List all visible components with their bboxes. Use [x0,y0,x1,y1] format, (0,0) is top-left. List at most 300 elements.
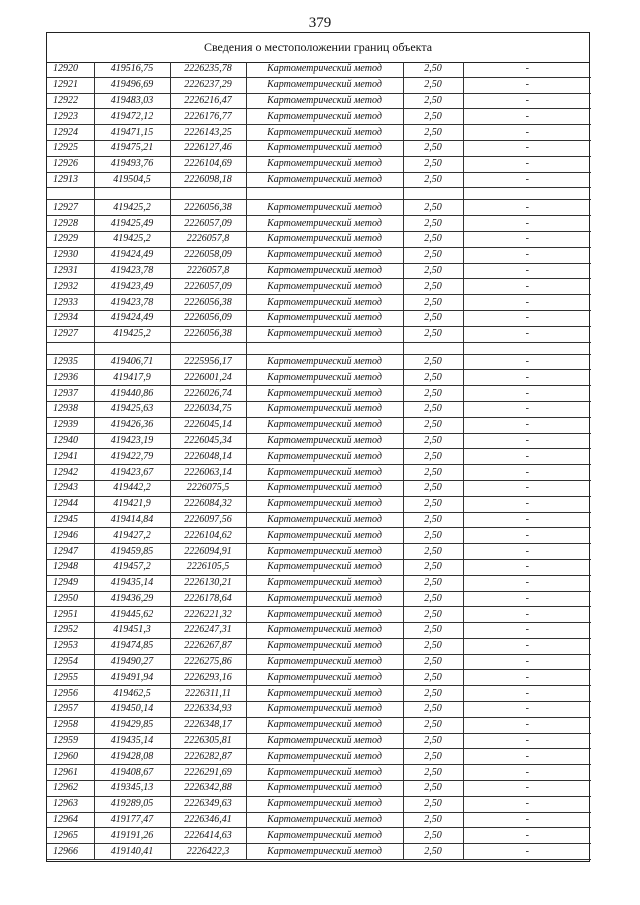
accuracy-cell: 2,50 [403,812,463,828]
method-cell: Картометрический метод [246,370,403,386]
point-number-cell: 12946 [47,528,94,544]
method-cell: Картометрический метод [246,781,403,797]
accuracy-cell: 2,50 [403,386,463,402]
accuracy-cell: 2,50 [403,465,463,481]
coord-x-cell: 419414,84 [94,512,170,528]
coord-y-cell: 2225956,17 [170,354,246,370]
table-row [47,216,591,232]
coord-x-cell: 419426,36 [94,417,170,433]
note-cell: - [463,433,591,449]
coord-x-cell: 419140,41 [94,844,170,860]
coord-y-cell: 2226247,31 [170,623,246,639]
table-row [47,310,591,326]
accuracy-cell: 2,50 [403,77,463,93]
note-cell: - [463,417,591,433]
accuracy-cell: 2,50 [403,686,463,702]
block-separator [47,342,591,354]
page-number: 379 [308,15,332,31]
point-number-cell: 12937 [47,386,94,402]
note-cell: - [463,279,591,295]
note-cell: - [463,702,591,718]
table-row [47,591,591,607]
coord-y-cell: 2226001,24 [170,370,246,386]
method-cell: Картометрический метод [246,247,403,263]
point-number-cell: 12954 [47,654,94,670]
note-cell: - [463,310,591,326]
table-row [47,93,591,109]
note-cell: - [463,733,591,749]
coord-y-cell: 2226346,41 [170,812,246,828]
table-row [47,231,591,247]
method-cell: Картометрический метод [246,812,403,828]
note-cell: - [463,781,591,797]
accuracy-cell: 2,50 [403,844,463,860]
method-cell: Картометрический метод [246,496,403,512]
coord-y-cell: 2226235,78 [170,62,246,77]
table-row [47,828,591,844]
coord-x-cell: 419435,14 [94,733,170,749]
accuracy-cell: 2,50 [403,717,463,733]
coord-x-cell: 419471,15 [94,125,170,141]
table-row [47,433,591,449]
point-number-cell: 12962 [47,781,94,797]
accuracy-cell: 2,50 [403,575,463,591]
coord-y-cell: 2226097,56 [170,512,246,528]
table-row [47,449,591,465]
table-row [47,417,591,433]
note-cell: - [463,295,591,311]
accuracy-cell: 2,50 [403,125,463,141]
note-cell: - [463,828,591,844]
separator-cell [463,342,591,354]
coord-x-cell: 419483,03 [94,93,170,109]
coord-y-cell: 2226056,38 [170,326,246,342]
note-cell: - [463,575,591,591]
note-cell: - [463,607,591,623]
method-cell: Картометрический метод [246,386,403,402]
coord-x-cell: 419459,85 [94,544,170,560]
coord-y-cell: 2226130,21 [170,575,246,591]
coord-x-cell: 419490,27 [94,654,170,670]
method-cell: Картометрический метод [246,559,403,575]
accuracy-cell: 2,50 [403,654,463,670]
table-row [47,172,591,188]
method-cell: Картометрический метод [246,125,403,141]
accuracy-cell: 2,50 [403,828,463,844]
coord-x-cell: 419417,9 [94,370,170,386]
note-cell: - [463,109,591,125]
table-row [47,263,591,279]
coord-x-cell: 419425,2 [94,326,170,342]
accuracy-cell: 2,50 [403,749,463,765]
coord-y-cell: 2226057,8 [170,231,246,247]
table-row [47,528,591,544]
table-row [47,765,591,781]
accuracy-cell: 2,50 [403,401,463,417]
table-row [47,733,591,749]
point-number-cell: 12951 [47,607,94,623]
note-cell: - [463,156,591,172]
note-cell: - [463,686,591,702]
coord-x-cell: 419424,49 [94,310,170,326]
coord-x-cell: 419425,49 [94,216,170,232]
method-cell: Картометрический метод [246,62,403,77]
table-row [47,140,591,156]
point-number-cell: 12924 [47,125,94,141]
note-cell: - [463,354,591,370]
method-cell: Картометрический метод [246,449,403,465]
coord-y-cell: 2226104,69 [170,156,246,172]
table-title: Сведения о местоположении границ объекта [47,33,589,63]
table-row [47,702,591,718]
note-cell: - [463,401,591,417]
point-number-cell: 12960 [47,749,94,765]
accuracy-cell: 2,50 [403,140,463,156]
accuracy-cell: 2,50 [403,702,463,718]
point-number-cell: 12948 [47,559,94,575]
coord-y-cell: 2226293,16 [170,670,246,686]
coord-x-cell: 419423,67 [94,465,170,481]
coord-x-cell: 419462,5 [94,686,170,702]
note-cell: - [463,844,591,860]
table-row [47,496,591,512]
coord-x-cell: 419496,69 [94,77,170,93]
method-cell: Картометрический метод [246,326,403,342]
note-cell: - [463,93,591,109]
coord-y-cell: 2226045,34 [170,433,246,449]
accuracy-cell: 2,50 [403,279,463,295]
table-row [47,354,591,370]
note-cell: - [463,528,591,544]
note-cell: - [463,172,591,188]
point-number-cell: 12943 [47,480,94,496]
point-number-cell: 12950 [47,591,94,607]
point-number-cell: 12952 [47,623,94,639]
accuracy-cell: 2,50 [403,263,463,279]
method-cell: Картометрический метод [246,465,403,481]
accuracy-cell: 2,50 [403,607,463,623]
accuracy-cell: 2,50 [403,172,463,188]
coord-x-cell: 419440,86 [94,386,170,402]
boundary-table-frame [46,32,590,862]
note-cell: - [463,670,591,686]
point-number-cell: 12956 [47,686,94,702]
table-row [47,370,591,386]
table-row [47,796,591,812]
coord-y-cell: 2226098,18 [170,172,246,188]
point-number-cell: 12931 [47,263,94,279]
note-cell: - [463,386,591,402]
table-row [47,575,591,591]
table-row [47,844,591,860]
coord-y-cell: 2226143,25 [170,125,246,141]
method-cell: Картометрический метод [246,654,403,670]
table-row [47,623,591,639]
coordinates-table [47,62,591,860]
coord-x-cell: 419516,75 [94,62,170,77]
coord-x-cell: 419421,9 [94,496,170,512]
coord-y-cell: 2226057,09 [170,216,246,232]
point-number-cell: 12927 [47,326,94,342]
coord-x-cell: 419408,67 [94,765,170,781]
note-cell: - [463,749,591,765]
accuracy-cell: 2,50 [403,62,463,77]
note-cell: - [463,216,591,232]
method-cell: Картометрический метод [246,401,403,417]
point-number-cell: 12921 [47,77,94,93]
coord-x-cell: 419424,49 [94,247,170,263]
note-cell: - [463,326,591,342]
method-cell: Картометрический метод [246,670,403,686]
table-row [47,247,591,263]
coord-y-cell: 2226063,14 [170,465,246,481]
note-cell: - [463,559,591,575]
method-cell: Картометрический метод [246,796,403,812]
note-cell: - [463,765,591,781]
coord-y-cell: 2226094,91 [170,544,246,560]
accuracy-cell: 2,50 [403,93,463,109]
point-number-cell: 12942 [47,465,94,481]
separator-cell [170,188,246,200]
coord-x-cell: 419491,94 [94,670,170,686]
separator-cell [463,188,591,200]
method-cell: Картометрический метод [246,216,403,232]
accuracy-cell: 2,50 [403,310,463,326]
note-cell: - [463,247,591,263]
accuracy-cell: 2,50 [403,370,463,386]
coord-x-cell: 419406,71 [94,354,170,370]
accuracy-cell: 2,50 [403,480,463,496]
accuracy-cell: 2,50 [403,156,463,172]
separator-cell [403,342,463,354]
method-cell: Картометрический метод [246,433,403,449]
note-cell: - [463,449,591,465]
point-number-cell: 12927 [47,200,94,216]
accuracy-cell: 2,50 [403,417,463,433]
coord-x-cell: 419451,3 [94,623,170,639]
accuracy-cell: 2,50 [403,216,463,232]
coord-y-cell: 2226045,14 [170,417,246,433]
method-cell: Картометрический метод [246,279,403,295]
coord-y-cell: 2226075,5 [170,480,246,496]
table-row [47,749,591,765]
method-cell: Картометрический метод [246,140,403,156]
table-row [47,717,591,733]
accuracy-cell: 2,50 [403,559,463,575]
accuracy-cell: 2,50 [403,781,463,797]
accuracy-cell: 2,50 [403,591,463,607]
accuracy-cell: 2,50 [403,200,463,216]
accuracy-cell: 2,50 [403,638,463,654]
method-cell: Картометрический метод [246,480,403,496]
coord-x-cell: 419427,2 [94,528,170,544]
method-cell: Картометрический метод [246,575,403,591]
point-number-cell: 12945 [47,512,94,528]
point-number-cell: 12949 [47,575,94,591]
method-cell: Картометрический метод [246,354,403,370]
coord-y-cell: 2226056,09 [170,310,246,326]
table-row [47,638,591,654]
coord-x-cell: 419177,47 [94,812,170,828]
method-cell: Картометрический метод [246,93,403,109]
point-number-cell: 12965 [47,828,94,844]
table-row [47,279,591,295]
point-number-cell: 12934 [47,310,94,326]
point-number-cell: 12928 [47,216,94,232]
separator-cell [170,342,246,354]
point-number-cell: 12963 [47,796,94,812]
method-cell: Картометрический метод [246,686,403,702]
table-row [47,401,591,417]
method-cell: Картометрический метод [246,828,403,844]
separator-cell [94,342,170,354]
separator-cell [403,188,463,200]
coord-y-cell: 2226057,8 [170,263,246,279]
table-row [47,295,591,311]
table-row [47,156,591,172]
table-row [47,326,591,342]
note-cell: - [463,544,591,560]
note-cell: - [463,231,591,247]
method-cell: Картометрический метод [246,607,403,623]
point-number-cell: 12938 [47,401,94,417]
coord-y-cell: 2226048,14 [170,449,246,465]
table-row [47,670,591,686]
coord-y-cell: 2226342,88 [170,781,246,797]
method-cell: Картометрический метод [246,310,403,326]
coord-y-cell: 2226056,38 [170,200,246,216]
accuracy-cell: 2,50 [403,109,463,125]
accuracy-cell: 2,50 [403,354,463,370]
method-cell: Картометрический метод [246,844,403,860]
accuracy-cell: 2,50 [403,231,463,247]
table-row [47,200,591,216]
coord-y-cell: 2226311,11 [170,686,246,702]
coord-x-cell: 419472,12 [94,109,170,125]
note-cell: - [463,125,591,141]
point-number-cell: 12935 [47,354,94,370]
coord-x-cell: 419423,78 [94,295,170,311]
note-cell: - [463,812,591,828]
method-cell: Картометрический метод [246,544,403,560]
note-cell: - [463,496,591,512]
coord-y-cell: 2226422,3 [170,844,246,860]
method-cell: Картометрический метод [246,156,403,172]
method-cell: Картометрический метод [246,623,403,639]
coord-y-cell: 2226026,74 [170,386,246,402]
coord-y-cell: 2226267,87 [170,638,246,654]
coord-y-cell: 2226057,09 [170,279,246,295]
accuracy-cell: 2,50 [403,449,463,465]
note-cell: - [463,512,591,528]
note-cell: - [463,263,591,279]
note-cell: - [463,654,591,670]
separator-cell [94,188,170,200]
point-number-cell: 12920 [47,62,94,77]
coord-x-cell: 419345,13 [94,781,170,797]
coord-y-cell: 2226282,87 [170,749,246,765]
point-number-cell: 12941 [47,449,94,465]
accuracy-cell: 2,50 [403,765,463,781]
coord-y-cell: 2226414,63 [170,828,246,844]
point-number-cell: 12966 [47,844,94,860]
coord-x-cell: 419425,2 [94,231,170,247]
point-number-cell: 12958 [47,717,94,733]
coord-x-cell: 419450,14 [94,702,170,718]
method-cell: Картометрический метод [246,765,403,781]
method-cell: Картометрический метод [246,591,403,607]
coord-y-cell: 2226127,46 [170,140,246,156]
coord-x-cell: 419423,78 [94,263,170,279]
point-number-cell: 12955 [47,670,94,686]
note-cell: - [463,591,591,607]
coord-y-cell: 2226305,81 [170,733,246,749]
accuracy-cell: 2,50 [403,512,463,528]
coord-y-cell: 2226058,09 [170,247,246,263]
coord-y-cell: 2226056,38 [170,295,246,311]
coord-y-cell: 2226348,17 [170,717,246,733]
coord-y-cell: 2226275,86 [170,654,246,670]
table-row [47,559,591,575]
coord-x-cell: 419423,19 [94,433,170,449]
coord-x-cell: 419428,08 [94,749,170,765]
accuracy-cell: 2,50 [403,796,463,812]
point-number-cell: 12940 [47,433,94,449]
method-cell: Картометрический метод [246,263,403,279]
note-cell: - [463,200,591,216]
point-number-cell: 12947 [47,544,94,560]
coord-y-cell: 2226334,93 [170,702,246,718]
accuracy-cell: 2,50 [403,247,463,263]
coord-x-cell: 419436,29 [94,591,170,607]
accuracy-cell: 2,50 [403,733,463,749]
point-number-cell: 12953 [47,638,94,654]
note-cell: - [463,796,591,812]
method-cell: Картометрический метод [246,231,403,247]
coord-x-cell: 419493,76 [94,156,170,172]
note-cell: - [463,638,591,654]
point-number-cell: 12922 [47,93,94,109]
note-cell: - [463,623,591,639]
method-cell: Картометрический метод [246,77,403,93]
table-row [47,386,591,402]
coord-x-cell: 419423,49 [94,279,170,295]
note-cell: - [463,62,591,77]
method-cell: Картометрический метод [246,295,403,311]
method-cell: Картометрический метод [246,717,403,733]
method-cell: Картометрический метод [246,172,403,188]
separator-cell [47,342,94,354]
coord-y-cell: 2226104,62 [170,528,246,544]
table-row [47,812,591,828]
method-cell: Картометрический метод [246,638,403,654]
table-row [47,607,591,623]
accuracy-cell: 2,50 [403,295,463,311]
method-cell: Картометрический метод [246,749,403,765]
coord-x-cell: 419422,79 [94,449,170,465]
coord-y-cell: 2226084,32 [170,496,246,512]
coord-y-cell: 2226237,29 [170,77,246,93]
point-number-cell: 12933 [47,295,94,311]
table-row [47,62,591,77]
accuracy-cell: 2,50 [403,433,463,449]
coord-x-cell: 419425,2 [94,200,170,216]
point-number-cell: 12964 [47,812,94,828]
table-row [47,480,591,496]
separator-cell [47,188,94,200]
point-number-cell: 12959 [47,733,94,749]
separator-cell [246,188,403,200]
